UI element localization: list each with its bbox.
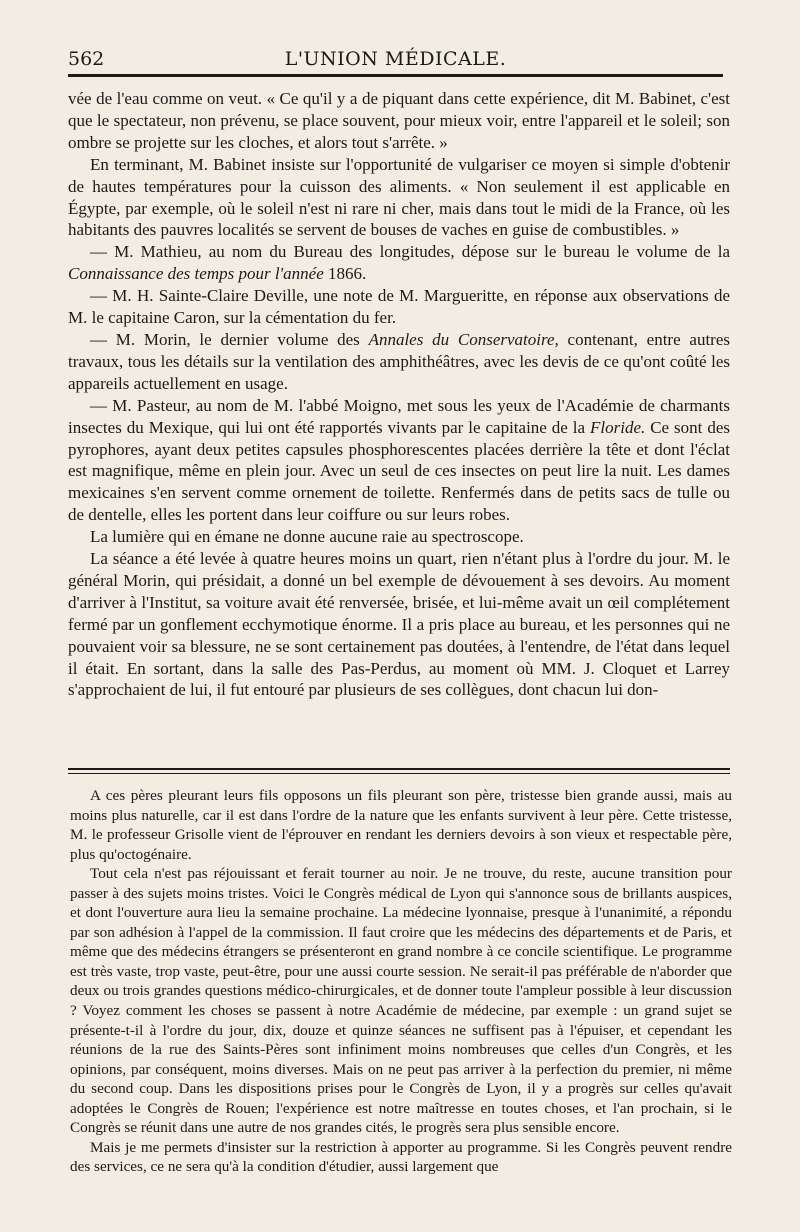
paragraph	[68, 329, 730, 395]
paragraph: La lumière qui en émane ne donne aucune raie au spectroscope.	[90, 527, 524, 547]
italic-title: Connaissance des temps pour l'année	[68, 264, 324, 284]
paragraph: Mais je me permets d'insister sur la restriction à apporter au programme. Si les Congrès peuvent rendre des services, ce ne sera qu'à la condition d'étudier, aussi largement que	[70, 1138, 732, 1176]
text-run: contenant, entre autres travaux, tous les détails sur la ventilation des amphithéâtres, avec les devis de ce qu'ont coûté les appareils actuellement en usage.	[68, 329, 730, 393]
feuilleton-column	[70, 786, 732, 1177]
text-run: — M. Morin, le dernier volume des	[90, 329, 369, 349]
paragraph: vée de l'eau comme on veut. « Ce qu'il y a de piquant dans cette expérience, dit M. Babinet, c'est que le spectateur, non prévenu, se place souvent, pour mieux voir, entre l'appareil et le soleil; son ombre se projette sur les cloches, et alors tout s'arrête. »	[68, 89, 730, 152]
paragraph: A ces pères pleurant leurs fils opposons un fils pleurant son père, tristesse bien grande aussi, mais au moins plus naturelle, car il est dans l'ordre de la nature que les enfants survivent à leur père. Cette tristesse, M. le professeur Grisolle vient de l'éprouver en rendant les derniers devoirs à son vieux et respectable père, plus qu'octogénaire.	[70, 787, 732, 863]
section-divider	[68, 768, 730, 774]
paragraph: En terminant, M. Babinet insiste sur l'opportunité de vulgariser ce moyen si simple d'obtenir de hautes températures pour la cuisson des aliments. « Non seulement il est applicable en Égypte, par exemple, où le soleil n'est ni rare ni cher, mais dans tout le midi de la France, où les habitants des pauvres localités se servent de bouses de vaches en guise de combustibles. »	[68, 154, 730, 240]
paragraph	[68, 241, 730, 285]
text-run: Ce sont des pyrophores, ayant deux petites capsules phosphorescentes placées derrière la tête et dont l'éclat est magnifique, même en plein jour. Avec un seul de ces insectes on peut lire la nuit. Les dames mexicaines s'en servent comme ornement de toilette. Renfermés dans de petits sacs de tulle ou de dentelle, elles les portent dans leur coiffure ou sur leurs robes.	[68, 417, 731, 525]
text-run: — M. Pasteur, au nom de M. l'abbé Moigno, met sous les yeux de l'Académie de charmants insectes du Mexique, qui lui ont été rapportés vivants par le capitaine de la	[68, 395, 730, 437]
text-run: — M. Mathieu, au nom du Bureau des longitudes, dépose sur le bureau le volume de la	[90, 242, 730, 262]
main-article	[68, 88, 730, 701]
header-rule	[68, 74, 723, 77]
text-run: 1866.	[323, 264, 367, 284]
italic-title: Annales du Conservatoire,	[368, 329, 559, 349]
page-header	[68, 44, 723, 74]
paragraph: — M. H. Sainte-Claire Deville, une note de M. Margueritte, en réponse aux observations de M. le capitaine Caron, sur la cémentation du fer.	[68, 286, 730, 328]
paragraph: Tout cela n'est pas réjouissant et ferait tourner au noir. Je ne trouve, du reste, aucune transition pour passer à des sujets moins tristes. Voici le Congrès médical de Lyon qui s'annonce sous de brillants auspices, et dont l'ouverture aura lieu la semaine prochaine. La médecine lyonnaise, presque à l'unanimité, a répondu par son adhésion à l'appel de la commission. Il faut croire que les médecins des départements et de Paris, et même que des médecins étrangers se présenteront en grand nombre à ce concile scientifique. Le programme est très vaste, trop vaste, peut-être, pour une aussi courte session. Ne serait-il pas préférable de n'aborder que deux ou trois grandes questions médico-chirurgicales, et de donner toute l'ampleur possible à leur discussion ? Voyez comment les choses se passent à notre Académie de médecine, par exemple : un grand sujet se présente-t-il à l'ordre du jour, dix, douze et quinze séances ne suffisent pas à l'épuiser, et cependant les réunions de la rue des Saints-Pères sont infiniment moins nombreuses que celles d'un Congrès, et les opinions, par conséquent, moins diverses. Mais on ne peut pas arriver à la perfection du premier, ni même du second coup. Dans les dispositions prises pour le Congrès de Lyon, il y a progrès sur celles qu'avait adoptées le Congrès de Rouen; l'expérience est notre maîtresse en toutes choses, et l'an prochain, si le Congrès se réunit dans une autre de nos grandes cités, le progrès sera plus sensible encore.	[70, 865, 732, 1137]
paragraph: La séance a été levée à quatre heures moins un quart, rien n'étant plus à l'ordre du jour. M. le général Morin, qui présidait, a donné un bel exemple de dévouement à ses devoirs. Au moment d'arriver à l'Institut, sa voiture avait été renversée, brisée, et lui-même avait un œil complétement fermé par un gonflement ecchymotique énorme. Il a pris place au bureau, et les personnes qui ne pouvaient voir sa blessure, ne se sont certainement pas doutées, à l'entendre, de l'état dans lequel il était. En sortant, dans la salle des Pas-Perdus, au moment où MM. J. Cloquet et Larrey s'approchaient de lui, il fut entouré par plusieurs de ses collègues, dont chacun lui don-	[68, 549, 730, 700]
italic-ship-name: Floride.	[590, 417, 646, 437]
page-number: 562	[68, 48, 105, 70]
running-title: L'UNION MÉDICALE.	[284, 48, 507, 70]
paragraph	[68, 395, 730, 526]
